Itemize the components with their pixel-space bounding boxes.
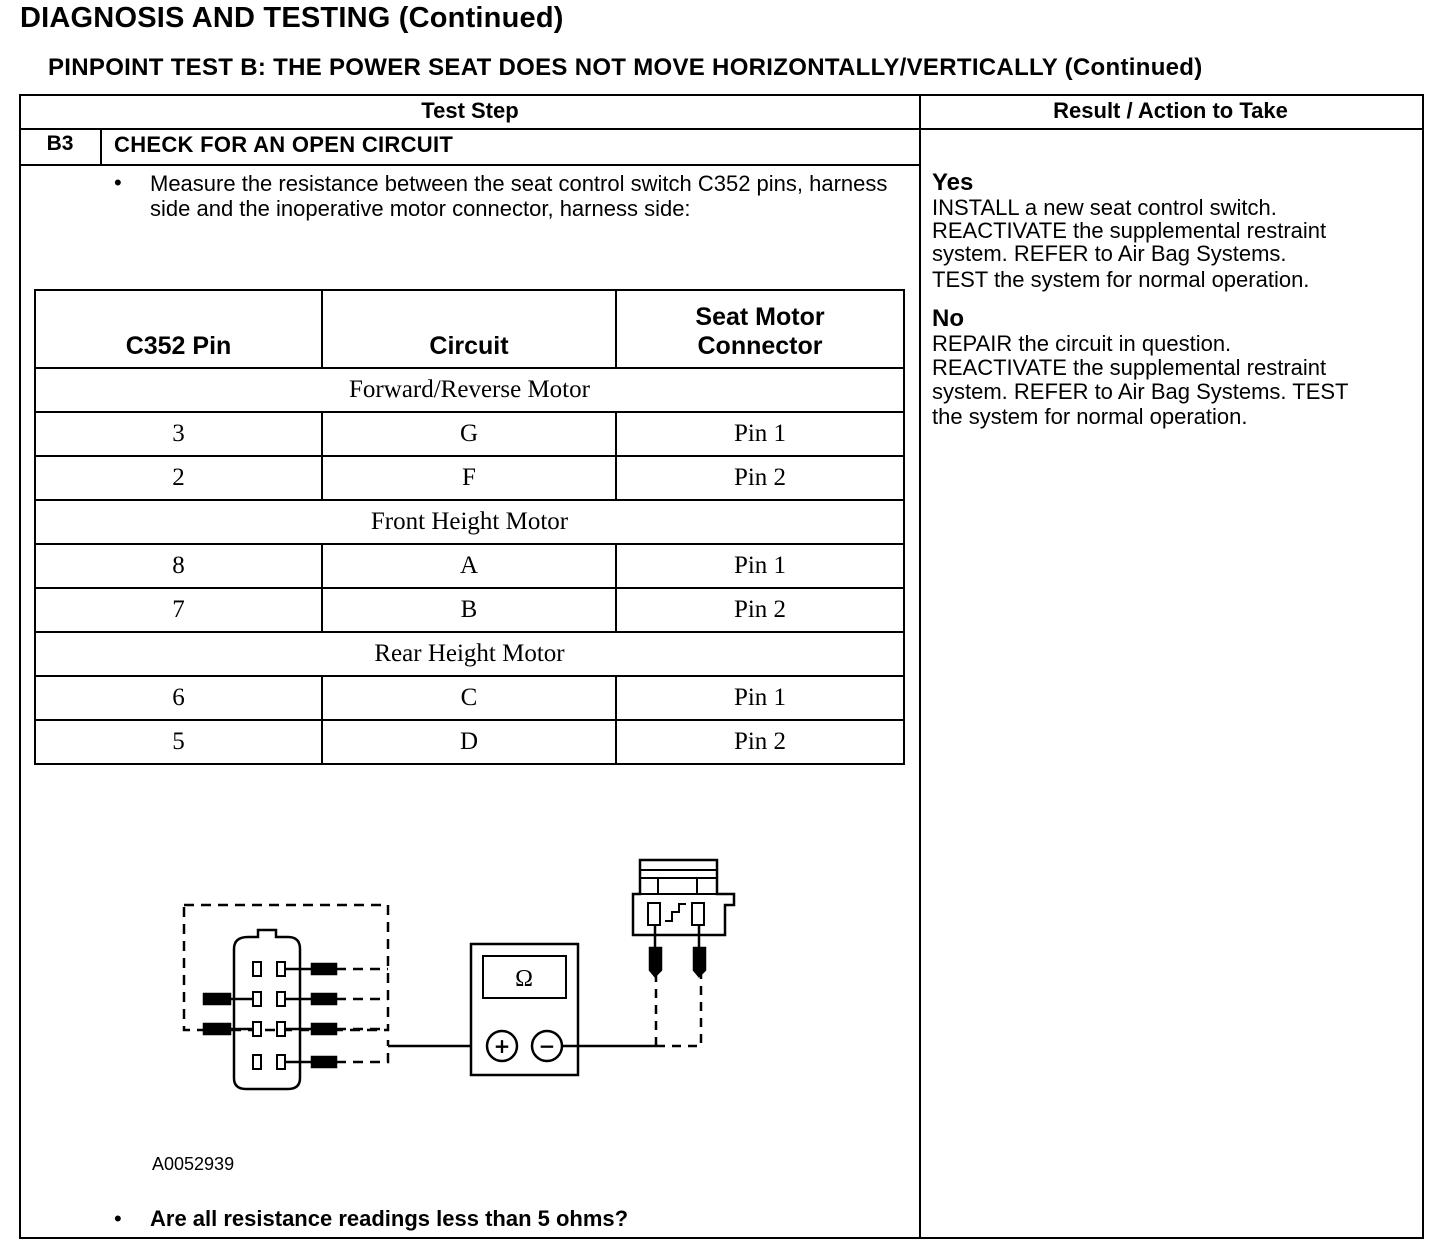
cell-c352-pin: 8 bbox=[35, 544, 322, 588]
figure-id: A0052939 bbox=[152, 1154, 235, 1174]
connector-pin bbox=[277, 992, 285, 1006]
instruction-text: Measure the resistance between the seat control switch C352 pins, harness side and the inoperative motor connector, harness side: bbox=[150, 171, 888, 221]
terminal bbox=[204, 1024, 230, 1034]
harness-wire bbox=[336, 1040, 388, 1062]
step-id: B3 bbox=[46, 132, 74, 155]
connector-pin bbox=[253, 962, 261, 976]
terminal bbox=[312, 1024, 336, 1034]
cell-c352-pin: 7 bbox=[35, 588, 322, 632]
cell-motor-pin: Pin 2 bbox=[616, 456, 904, 500]
terminal bbox=[312, 1057, 336, 1067]
connector-pin bbox=[277, 1055, 285, 1069]
cell-motor-pin: Pin 1 bbox=[616, 412, 904, 456]
result-yes-line: INSTALL a new seat control switch. bbox=[932, 195, 1277, 220]
cell-circuit: A bbox=[322, 544, 616, 588]
cell-circuit: B bbox=[322, 588, 616, 632]
result-no-line: REACTIVATE the supplemental restraint bbox=[932, 355, 1327, 380]
group-name: Forward/Reverse Motor bbox=[35, 368, 904, 412]
step-title: CHECK FOR AN OPEN CIRCUIT bbox=[114, 132, 454, 157]
column-header-test-step: Test Step bbox=[421, 98, 519, 123]
group-name: Rear Height Motor bbox=[35, 632, 904, 676]
terminal bbox=[204, 994, 230, 1004]
connector-pin bbox=[277, 1022, 285, 1036]
connector-pin bbox=[253, 1055, 261, 1069]
cell-motor-pin: Pin 1 bbox=[616, 676, 904, 720]
cell-circuit: C bbox=[322, 676, 616, 720]
plus-sign: + bbox=[493, 1034, 511, 1058]
result-no-line: REPAIR the circuit in question. bbox=[932, 331, 1232, 356]
question-text: Are all resistance readings less than 5 ohms? bbox=[150, 1206, 629, 1231]
cell-c352-pin: 2 bbox=[35, 456, 322, 500]
result-yes-line: TEST the system for normal operation. bbox=[932, 267, 1310, 292]
probe-tip bbox=[650, 948, 661, 976]
page-title: DIAGNOSIS AND TESTING (Continued) bbox=[20, 2, 564, 34]
cell-c352-pin: 3 bbox=[35, 412, 322, 456]
result-no-line: the system for normal operation. bbox=[932, 404, 1248, 429]
cell-circuit: G bbox=[322, 412, 616, 456]
bullet-instruction: • bbox=[114, 170, 122, 195]
minus-sign: − bbox=[538, 1034, 556, 1058]
header-circuit: Circuit bbox=[322, 290, 616, 368]
header-c352-pin: C352 Pin bbox=[35, 290, 322, 368]
group-name: Front Height Motor bbox=[35, 500, 904, 544]
result-yes-line: REACTIVATE the supplemental restraint bbox=[932, 218, 1327, 243]
bullet-question: • bbox=[114, 1206, 122, 1231]
terminal bbox=[312, 964, 336, 974]
connector-pin bbox=[253, 992, 261, 1006]
header-seat-motor-connector-label: Seat Motor Connector bbox=[695, 303, 825, 360]
probe-tip bbox=[694, 948, 705, 976]
cell-circuit: F bbox=[322, 456, 616, 500]
cell-motor-pin: Pin 2 bbox=[616, 588, 904, 632]
result-no-label: No bbox=[932, 305, 964, 332]
cell-circuit: D bbox=[322, 720, 616, 764]
cell-motor-pin: Pin 2 bbox=[616, 720, 904, 764]
result-yes-line: system. REFER to Air Bag Systems. bbox=[932, 241, 1287, 266]
probe-wire bbox=[656, 974, 701, 1046]
connector-pin bbox=[253, 1022, 261, 1036]
result-no-line: system. REFER to Air Bag Systems. TEST bbox=[932, 379, 1349, 404]
column-header-result: Result / Action to Take bbox=[1053, 98, 1288, 123]
test-subtitle: PINPOINT TEST B: THE POWER SEAT DOES NOT MOVE HORIZONTALLY/VERTICALLY (Continued) bbox=[48, 54, 1203, 81]
ohm-symbol: Ω bbox=[515, 966, 533, 992]
switch-connector-body bbox=[234, 930, 300, 1089]
terminal bbox=[312, 994, 336, 1004]
result-yes-label: Yes bbox=[932, 169, 974, 196]
cell-c352-pin: 6 bbox=[35, 676, 322, 720]
cell-motor-pin: Pin 1 bbox=[616, 544, 904, 588]
cell-c352-pin: 5 bbox=[35, 720, 322, 764]
connector-pin bbox=[277, 962, 285, 976]
